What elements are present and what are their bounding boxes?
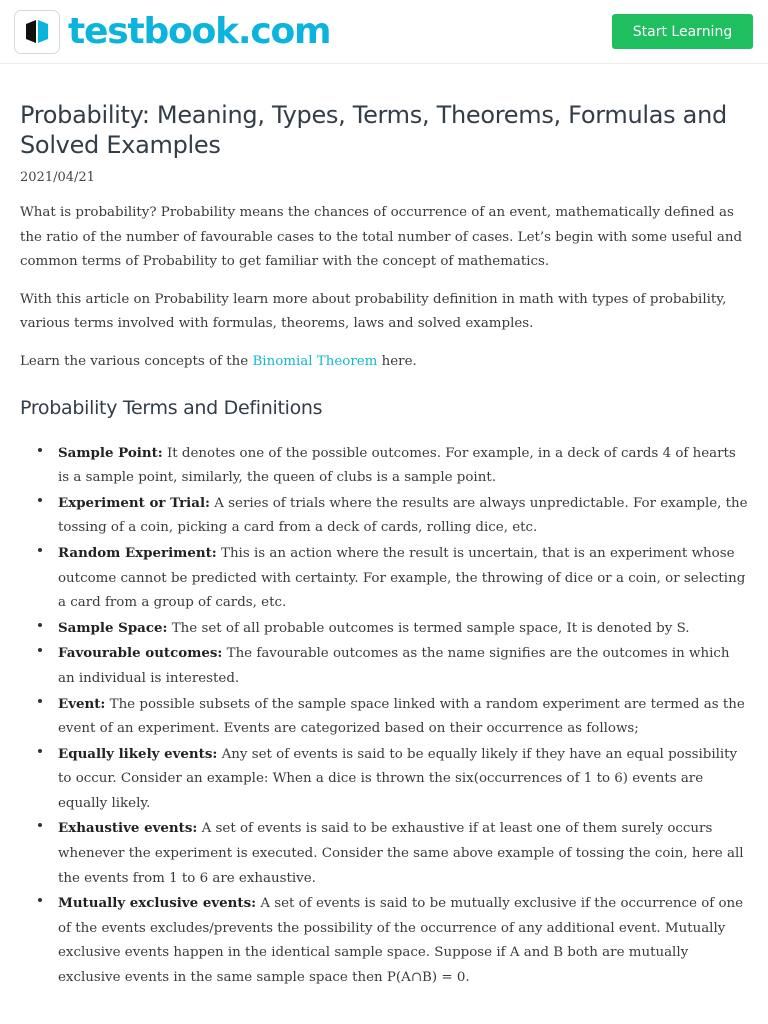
bullet-icon xyxy=(38,749,42,753)
term-definition: A set of events is said to be mutually exclusive if the occurrence of one of the events excludes/prevents the possibility of the occurrence of any additional event. Mutually exclusive events happen in the identical sample space. Suppose if A and B both are mutually exclusive events in the same sample space then P(A∩B) = 0. xyxy=(58,896,744,986)
term-label: Random Experiment: xyxy=(58,544,217,561)
list-item xyxy=(58,616,748,642)
term-label: Equally likely events: xyxy=(58,745,218,762)
terms-list xyxy=(20,441,748,991)
term-definition: This is an action where the result is uncertain, that is an experiment whose outcome cannot be predicted with certainty. For example, the throwing of dice or a coin, or selecting a card from a group of cards, etc. xyxy=(58,545,746,611)
start-learning-button[interactable]: Start Learning xyxy=(612,14,753,49)
list-item xyxy=(58,891,748,990)
term-definition: The favourable outcomes as the name signifies are the outcomes in which an individual is interested. xyxy=(58,646,730,686)
term-definition: The set of all probable outcomes is termed sample space, It is denoted by S. xyxy=(167,620,690,636)
brand-logo-link[interactable] xyxy=(14,10,330,54)
term-label: Event: xyxy=(58,695,106,712)
site-header xyxy=(0,0,768,64)
brand-name: testbook.com xyxy=(68,10,331,52)
article xyxy=(0,100,768,991)
binomial-theorem-link[interactable]: Binomial Theorem xyxy=(252,353,378,369)
term-definition: A set of events is said to be exhaustive if at least one of them surely occurs whenever the experiment is executed. Consider the same above example of tossing the coin, here all the events from 1 to 6 are exhaustive. xyxy=(58,821,744,886)
bullet-icon xyxy=(38,623,42,627)
bullet-icon xyxy=(38,648,42,652)
term-definition: Any set of events is said to be equally likely if they have an equal possibility to occur. Consider an example: When a dice is thrown the six(occurrences of 1 to 6) events are equally likely. xyxy=(58,746,738,811)
list-item xyxy=(58,491,748,541)
learn-prefix: Learn the various concepts of the xyxy=(20,353,253,369)
list-item xyxy=(58,816,748,891)
list-item xyxy=(58,541,748,616)
testbook-logo-icon xyxy=(14,10,60,54)
learn-suffix: here. xyxy=(377,353,417,369)
intro-paragraph: What is probability? Probability means the chances of occurrence of an event, mathematically defined as the ratio of the number of favourable cases to the total number of cases. Let’s begin with some useful and common terms of Probability to get familiar with the concept of mathematics. xyxy=(20,205,743,270)
section-title: Probability Terms and Definitions xyxy=(20,396,323,419)
term-label: Sample Point: xyxy=(58,444,163,461)
term-label: Favourable outcomes: xyxy=(58,645,223,662)
learn-binomial-paragraph xyxy=(20,350,748,375)
bullet-icon xyxy=(38,699,42,703)
list-item xyxy=(58,742,748,817)
term-definition: A series of trials where the results are always unpredictable. For example, the tossing of a coin, picking a card from a deck of cards, rolling dice, etc. xyxy=(58,495,748,536)
bullet-icon xyxy=(38,498,42,502)
article-title: Probability: Meaning, Types, Terms, Theorems, Formulas and Solved Examples xyxy=(20,101,727,159)
list-item xyxy=(58,641,748,691)
bullet-icon xyxy=(38,823,42,827)
article-overview-paragraph: With this article on Probability learn more about probability definition in math with types of probability, various terms involved with formulas, theorems, laws and solved examples. xyxy=(20,291,727,332)
article-date: 2021/04/21 xyxy=(20,170,95,185)
term-label: Experiment or Trial: xyxy=(58,494,210,511)
bullet-icon xyxy=(38,548,42,552)
list-item xyxy=(58,441,748,491)
bullet-icon xyxy=(38,898,42,902)
term-label: Mutually exclusive events: xyxy=(58,895,257,912)
term-definition: It denotes one of the possible outcomes. For example, in a deck of cards 4 of hearts is a sample point, similarly, the queen of clubs is a sample point. xyxy=(58,445,736,486)
term-label: Exhaustive events: xyxy=(58,820,198,837)
list-item xyxy=(58,692,748,742)
bullet-icon xyxy=(38,448,42,452)
term-definition: The possible subsets of the sample space linked with a random experiment are termed as the event of an experiment. Events are categorized based on their occurrence as follows; xyxy=(58,696,745,737)
term-label: Sample Space: xyxy=(58,619,168,636)
